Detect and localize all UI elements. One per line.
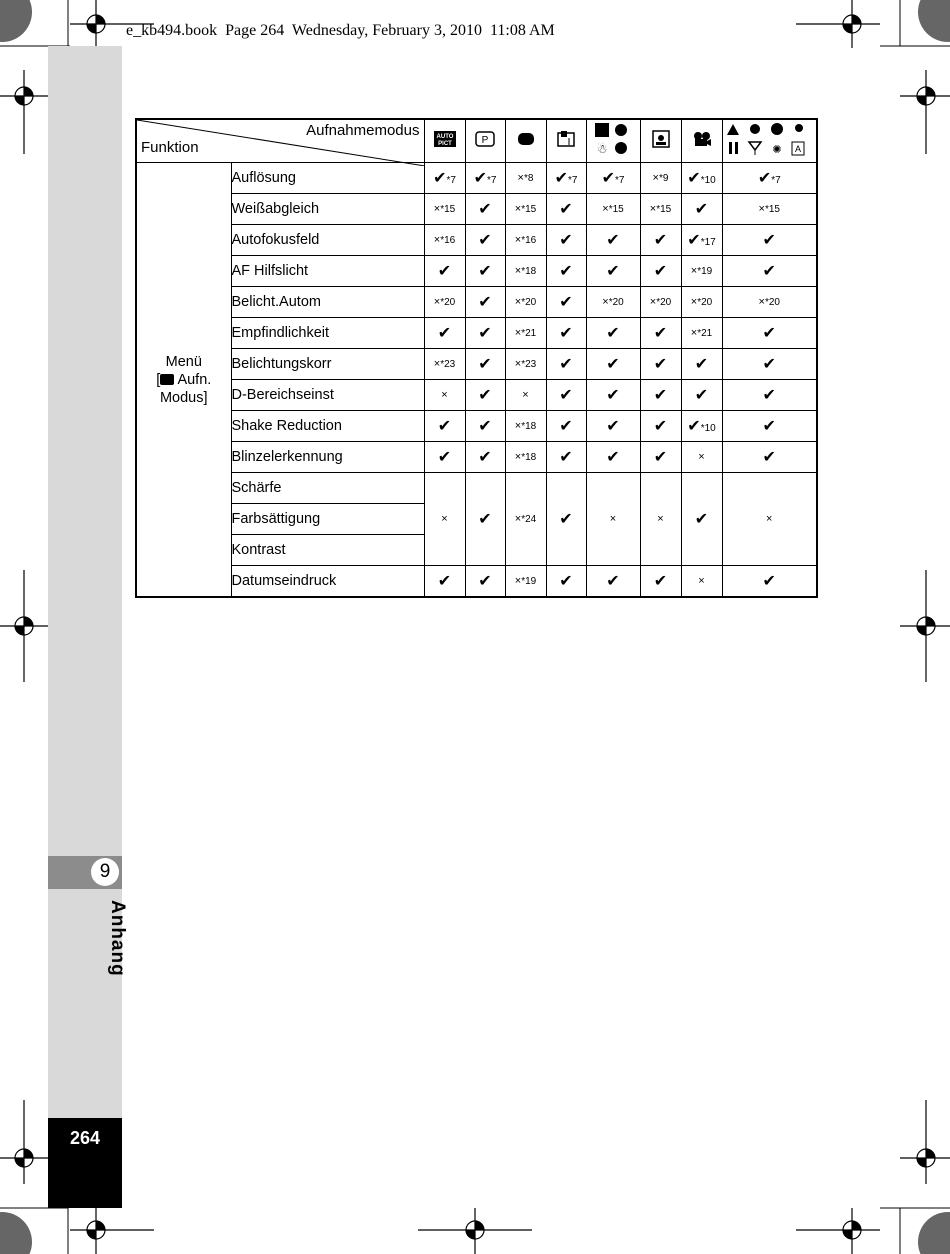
function-name: Belicht.Autom xyxy=(231,287,424,318)
function-name: Shake Reduction xyxy=(231,411,424,442)
mode-cell xyxy=(722,318,817,349)
svg-text:A: A xyxy=(795,144,802,154)
mode-cell xyxy=(505,194,546,225)
mode-cell xyxy=(465,256,505,287)
mode-cell xyxy=(586,349,640,380)
checkmark-icon: ✔ xyxy=(762,325,776,342)
mode-cell xyxy=(465,163,505,194)
checkmark-icon: ✔ xyxy=(653,325,668,342)
cross-mark: × xyxy=(649,296,657,308)
mode-cell xyxy=(546,473,586,566)
menu-open-bracket: [ xyxy=(156,371,161,388)
cross-mark: × xyxy=(433,358,441,370)
menu-label: Menü xyxy=(165,353,202,370)
footnote-ref: *18 xyxy=(521,452,537,463)
mode-cell xyxy=(505,256,546,287)
mode-cell xyxy=(505,349,546,380)
menu-aufn: Aufn. xyxy=(174,371,212,388)
print-header: e_kb494.book Page 264 Wednesday, February 3, 2010 11:08 AM xyxy=(126,22,555,39)
table-row xyxy=(136,318,817,349)
footnote-ref: *21 xyxy=(697,328,713,339)
checkmark-icon: ✔ xyxy=(757,170,772,187)
table-row xyxy=(136,411,817,442)
mode-cell xyxy=(586,411,640,442)
movie-frame-icon xyxy=(557,130,575,148)
footnote-ref: *8 xyxy=(523,173,534,184)
mode-cell xyxy=(586,566,640,598)
cross-mark: × xyxy=(441,513,448,525)
cross-mark: × xyxy=(433,234,441,246)
mode-cell xyxy=(424,473,465,566)
cross-mark: × xyxy=(690,265,698,277)
mode-cell xyxy=(681,194,722,225)
checkmark-icon: ✔ xyxy=(606,418,620,435)
function-name: D-Bereichseinst xyxy=(231,380,424,411)
cross-mark: × xyxy=(690,296,698,308)
table-row xyxy=(136,380,817,411)
mode-cell xyxy=(640,256,681,287)
mode-cell xyxy=(722,473,817,566)
checkmark-icon: ✔ xyxy=(687,232,701,249)
checkmark-icon: ✔ xyxy=(559,418,573,435)
cross-mark: × xyxy=(514,296,522,308)
footnote-ref: *18 xyxy=(521,266,537,277)
mode-cell xyxy=(505,380,546,411)
cross-mark: × xyxy=(690,327,698,339)
mode-cell xyxy=(465,566,505,598)
checkmark-icon: ✔ xyxy=(653,387,668,404)
mode-cell xyxy=(586,163,640,194)
footnote-ref: *7 xyxy=(486,175,497,186)
cross-mark: × xyxy=(698,575,705,587)
function-name: Autofokusfeld xyxy=(231,225,424,256)
mode-cell xyxy=(505,287,546,318)
checkmark-icon: ✔ xyxy=(437,449,452,466)
cross-mark: × xyxy=(652,172,659,184)
mode-cell xyxy=(640,349,681,380)
mode-cell xyxy=(722,163,817,194)
cross-mark: × xyxy=(514,575,522,587)
checkmark-icon: ✔ xyxy=(478,573,492,590)
checkmark-icon: ✔ xyxy=(601,170,615,187)
mode-cell xyxy=(546,318,586,349)
checkmark-icon: ✔ xyxy=(762,263,776,280)
checkmark-icon: ✔ xyxy=(437,263,452,280)
mode-cell xyxy=(465,411,505,442)
cross-mark: × xyxy=(514,358,522,370)
cross-mark: × xyxy=(698,451,705,463)
mode-cell xyxy=(640,225,681,256)
function-name: Datumseindruck xyxy=(231,566,424,598)
checkmark-icon: ✔ xyxy=(606,449,620,466)
col-green xyxy=(505,119,546,163)
checkmark-icon: ✔ xyxy=(559,201,573,218)
mode-cell xyxy=(505,442,546,473)
checkmark-icon: ✔ xyxy=(653,232,668,249)
checkmark-icon: ✔ xyxy=(478,511,492,528)
camera-icon xyxy=(160,374,174,385)
function-name: Belichtungskorr xyxy=(231,349,424,380)
cross-mark: × xyxy=(514,451,522,463)
night-scene-icon xyxy=(652,130,670,148)
mode-cell xyxy=(465,194,505,225)
mode-cell xyxy=(640,442,681,473)
footnote-ref: *15 xyxy=(608,204,624,215)
auto-picture-icon xyxy=(434,131,456,147)
table-row xyxy=(136,349,817,380)
menu-group-cell xyxy=(136,163,231,598)
footnote-ref: *10 xyxy=(700,423,716,434)
mode-cell xyxy=(465,473,505,566)
mode-cell xyxy=(722,225,817,256)
mode-cell xyxy=(681,566,722,598)
header-aufnahmemodus: Aufnahmemodus xyxy=(306,122,420,139)
program-p-icon xyxy=(475,131,495,147)
mode-cell xyxy=(586,442,640,473)
checkmark-icon: ✔ xyxy=(606,232,620,249)
green-mode-icon xyxy=(517,132,535,146)
checkmark-icon: ✔ xyxy=(606,356,620,373)
mode-cell xyxy=(505,566,546,598)
checkmark-icon: ✔ xyxy=(694,511,709,528)
cross-mark: × xyxy=(514,203,522,215)
footnote-ref: *15 xyxy=(764,204,780,215)
cross-mark: × xyxy=(758,203,765,215)
footnote-ref: *16 xyxy=(440,235,456,246)
col-auto-picture xyxy=(424,119,465,163)
mode-cell xyxy=(722,287,817,318)
function-name: Empfindlichkeit xyxy=(231,318,424,349)
checkmark-icon: ✔ xyxy=(762,449,776,466)
checkmark-icon: ✔ xyxy=(606,573,620,590)
checkmark-icon: ✔ xyxy=(559,263,573,280)
footnote-ref: *20 xyxy=(521,297,537,308)
table-row xyxy=(136,225,817,256)
mode-cell xyxy=(681,442,722,473)
mode-cell xyxy=(586,473,640,566)
footnote-ref: *20 xyxy=(440,297,456,308)
checkmark-icon: ✔ xyxy=(478,201,492,218)
mode-cell xyxy=(546,225,586,256)
cross-mark: × xyxy=(517,172,524,184)
checkmark-icon: ✔ xyxy=(762,356,776,373)
function-name: Kontrast xyxy=(231,535,424,566)
chapter-number: 9 xyxy=(91,858,119,886)
footnote-ref: *20 xyxy=(608,297,624,308)
checkmark-icon: ✔ xyxy=(762,387,776,404)
table-row xyxy=(136,163,817,194)
checkmark-icon: ✔ xyxy=(478,387,492,404)
function-name: Schärfe xyxy=(231,473,424,504)
footnote-ref: *16 xyxy=(521,235,537,246)
cross-mark: × xyxy=(441,389,448,401)
mode-cell xyxy=(722,380,817,411)
checkmark-icon: ✔ xyxy=(694,387,709,404)
mode-cell xyxy=(505,225,546,256)
mode-cell xyxy=(465,318,505,349)
mode-cell xyxy=(424,380,465,411)
mode-cell xyxy=(681,473,722,566)
function-name: AF Hilfslicht xyxy=(231,256,424,287)
cross-mark: × xyxy=(514,265,522,277)
col-frame xyxy=(546,119,586,163)
mode-cell xyxy=(586,225,640,256)
footnote-ref: *24 xyxy=(521,514,537,525)
footnote-ref: *7 xyxy=(567,175,578,186)
table-row xyxy=(136,287,817,318)
checkmark-icon: ✔ xyxy=(559,325,573,342)
checkmark-icon: ✔ xyxy=(478,418,492,435)
mode-cell xyxy=(546,349,586,380)
mode-cell xyxy=(546,194,586,225)
checkmark-icon: ✔ xyxy=(478,449,492,466)
mode-cell xyxy=(640,411,681,442)
mode-cell xyxy=(424,225,465,256)
checkmark-icon: ✔ xyxy=(559,356,573,373)
footnote-ref: *15 xyxy=(521,204,537,215)
checkmark-icon: ✔ xyxy=(762,418,776,435)
footnote-ref: *20 xyxy=(697,297,713,308)
mode-cell xyxy=(505,318,546,349)
footnote-ref: *20 xyxy=(764,297,780,308)
mode-cell xyxy=(722,349,817,380)
mode-cell xyxy=(640,318,681,349)
svg-text:AUTO: AUTO xyxy=(436,134,453,140)
col-night xyxy=(640,119,681,163)
cross-mark: × xyxy=(609,513,617,525)
mode-cell xyxy=(546,442,586,473)
function-name: Farbsättigung xyxy=(231,504,424,535)
checkmark-icon: ✔ xyxy=(437,325,452,342)
checkmark-icon: ✔ xyxy=(653,418,668,435)
checkmark-icon: ✔ xyxy=(437,573,452,590)
cross-mark: × xyxy=(433,203,441,215)
mode-cell xyxy=(465,442,505,473)
chapter-label: Anhang xyxy=(107,900,128,977)
sidebar-strip xyxy=(48,46,122,1208)
mode-cell xyxy=(424,194,465,225)
mode-cell xyxy=(640,194,681,225)
footnote-ref: *23 xyxy=(521,359,537,370)
col-portrait-group xyxy=(586,119,640,163)
page-number: 264 xyxy=(69,1128,101,1148)
footnote-ref: *15 xyxy=(656,204,672,215)
checkmark-icon: ✔ xyxy=(473,170,487,187)
mode-cell xyxy=(586,318,640,349)
cross-mark: × xyxy=(514,420,522,432)
checkmark-icon: ✔ xyxy=(554,170,568,187)
checkmark-icon: ✔ xyxy=(478,232,492,249)
mode-cell xyxy=(424,349,465,380)
checkmark-icon: ✔ xyxy=(606,325,620,342)
mode-cell xyxy=(424,287,465,318)
svg-text:✺: ✺ xyxy=(772,143,782,156)
mode-cell xyxy=(546,287,586,318)
mode-cell xyxy=(465,287,505,318)
mode-cell xyxy=(640,566,681,598)
checkmark-icon: ✔ xyxy=(478,294,492,311)
mode-cell xyxy=(424,318,465,349)
header-funktion: Funktion xyxy=(141,139,199,156)
scene-modes-group-icon xyxy=(725,120,813,158)
checkmark-icon: ✔ xyxy=(687,418,701,435)
footnote-ref: *9 xyxy=(658,173,669,184)
checkmark-icon: ✔ xyxy=(559,573,573,590)
cross-mark: × xyxy=(602,203,609,215)
mode-cell xyxy=(681,318,722,349)
footnote-ref: *20 xyxy=(656,297,672,308)
mode-cell xyxy=(546,163,586,194)
cross-mark: × xyxy=(766,513,773,525)
mode-cell xyxy=(505,163,546,194)
mode-cell xyxy=(681,349,722,380)
mode-cell xyxy=(465,380,505,411)
mode-cell xyxy=(681,163,722,194)
mode-cell xyxy=(465,349,505,380)
mode-cell xyxy=(505,473,546,566)
mode-cell xyxy=(681,287,722,318)
footnote-ref: *19 xyxy=(521,576,537,587)
footnote-ref: *15 xyxy=(440,204,456,215)
checkmark-icon: ✔ xyxy=(559,232,573,249)
mode-cell xyxy=(640,287,681,318)
function-mode-table xyxy=(135,118,818,598)
mode-cell xyxy=(586,380,640,411)
cross-mark: × xyxy=(758,296,765,308)
cross-mark: × xyxy=(514,513,522,525)
mode-cell xyxy=(640,163,681,194)
portrait-group-icon xyxy=(593,121,633,157)
mode-cell xyxy=(424,442,465,473)
mode-cell xyxy=(722,566,817,598)
checkmark-icon: ✔ xyxy=(478,263,492,280)
footnote-ref: *7 xyxy=(771,175,781,186)
cross-mark: × xyxy=(522,389,529,401)
checkmark-icon: ✔ xyxy=(653,356,668,373)
svg-text:P: P xyxy=(481,135,489,146)
table-row xyxy=(136,566,817,598)
checkmark-icon: ✔ xyxy=(559,449,573,466)
checkmark-icon: ✔ xyxy=(653,263,668,280)
checkmark-icon: ✔ xyxy=(437,418,452,435)
footnote-ref: *7 xyxy=(614,175,625,186)
mode-cell xyxy=(465,225,505,256)
cross-mark: × xyxy=(602,296,609,308)
checkmark-icon: ✔ xyxy=(559,294,573,311)
footnote-ref: *7 xyxy=(446,175,456,186)
movie-camera-icon xyxy=(692,131,712,147)
mode-cell xyxy=(505,411,546,442)
mode-cell xyxy=(546,380,586,411)
mode-cell xyxy=(586,287,640,318)
checkmark-icon: ✔ xyxy=(478,356,492,373)
cross-mark: × xyxy=(514,327,522,339)
footnote-ref: *19 xyxy=(697,266,713,277)
mode-cell xyxy=(586,256,640,287)
mode-cell xyxy=(640,380,681,411)
checkmark-icon: ✔ xyxy=(653,449,668,466)
checkmark-icon: ✔ xyxy=(762,232,776,249)
mode-cell xyxy=(681,380,722,411)
mode-cell xyxy=(424,411,465,442)
mode-cell xyxy=(546,256,586,287)
footnote-ref: *17 xyxy=(700,237,716,248)
checkmark-icon: ✔ xyxy=(478,325,492,342)
mode-cell xyxy=(722,194,817,225)
mode-cell xyxy=(546,411,586,442)
table-row xyxy=(136,442,817,473)
col-program xyxy=(465,119,505,163)
mode-cell xyxy=(546,566,586,598)
mode-cell xyxy=(424,566,465,598)
table-row xyxy=(136,473,817,504)
footnote-ref: *21 xyxy=(521,328,537,339)
col-scene-modes xyxy=(722,119,817,163)
table-row xyxy=(136,256,817,287)
checkmark-icon: ✔ xyxy=(433,170,447,187)
cross-mark: × xyxy=(657,513,664,525)
cross-mark: × xyxy=(514,234,522,246)
col-movie xyxy=(681,119,722,163)
footnote-ref: *10 xyxy=(700,175,716,186)
mode-cell xyxy=(681,225,722,256)
mode-cell xyxy=(722,442,817,473)
checkmark-icon: ✔ xyxy=(606,387,620,404)
checkmark-icon: ✔ xyxy=(606,263,620,280)
mode-cell xyxy=(424,256,465,287)
checkmark-icon: ✔ xyxy=(687,170,701,187)
mode-cell xyxy=(722,411,817,442)
svg-text:☃: ☃ xyxy=(596,142,608,156)
footnote-ref: *18 xyxy=(521,421,537,432)
cross-mark: × xyxy=(433,296,441,308)
checkmark-icon: ✔ xyxy=(694,356,709,373)
checkmark-icon: ✔ xyxy=(762,573,776,590)
mode-cell xyxy=(681,256,722,287)
function-name: Blinzelerkennung xyxy=(231,442,424,473)
checkmark-icon: ✔ xyxy=(559,511,573,528)
function-name: Auflösung xyxy=(231,163,424,194)
function-name: Weißabgleich xyxy=(231,194,424,225)
table-corner xyxy=(136,119,424,163)
mode-cell xyxy=(586,194,640,225)
mode-cell xyxy=(722,256,817,287)
table-row xyxy=(136,194,817,225)
cross-mark: × xyxy=(649,203,657,215)
svg-text:PICT: PICT xyxy=(437,141,452,147)
menu-modus: Modus] xyxy=(159,389,208,406)
checkmark-icon: ✔ xyxy=(653,573,668,590)
mode-cell xyxy=(640,473,681,566)
mode-cell xyxy=(681,411,722,442)
checkmark-icon: ✔ xyxy=(559,387,573,404)
mode-cell xyxy=(424,163,465,194)
footnote-ref: *23 xyxy=(440,359,456,370)
checkmark-icon: ✔ xyxy=(694,201,709,218)
